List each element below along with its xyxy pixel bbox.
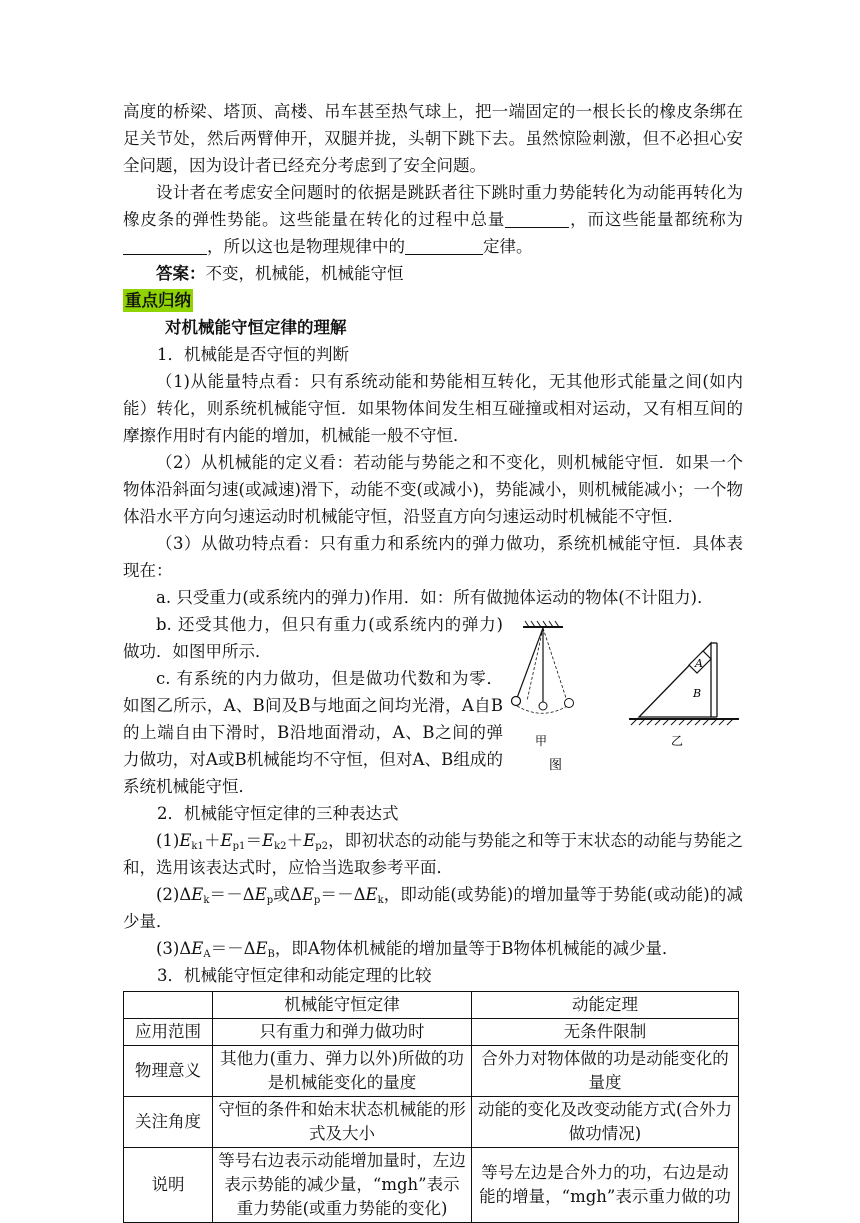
s2-formula-1: $(1)E_{k1}+E_{p1}=E_{k2}+E_{p2}$，即初状态的动能与势能之和等于末状态的动能与势能之和，选用该表达式时，应恰当选取参考平面． <box>123 831 744 877</box>
section-tag: 重点归纳 <box>125 291 191 310</box>
content <box>123 98 743 1223</box>
table-cell: 守恒的条件和始末状态机械能的形式及大小 <box>213 1097 472 1148</box>
table-cell: 等号左边是合外力的功，右边是动能的增量，“mgh”表示重力做的功 <box>472 1148 739 1223</box>
s2-title: 2．机械能守恒定律的三种表达式 <box>157 804 399 823</box>
s2-formula-2-text: ，即动能(或势能)的增加量等于势能(或动能)的减少量． <box>123 885 744 931</box>
s1-paragraph-1: （1)从能量特点看：只有系统动能和势能相互转化，无其他形式能量之间(如内能）转化，则系统机械能守恒．如果物体间发生相互碰撞或相对运动，又有相互间的摩擦作用时有内能的增加，机械能一般不守恒． <box>123 372 743 445</box>
intro-text-d: 定律。 <box>483 237 533 256</box>
table-row <box>124 1019 739 1046</box>
comparison-table <box>123 991 739 1223</box>
table-cell: 其他力(重力、弹力以外)所做的功是机械能变化的量度 <box>213 1046 472 1097</box>
answer-label: 答案： <box>156 264 206 283</box>
table-cell: 只有重力和弹力做功时 <box>213 1019 472 1046</box>
label-b: B <box>693 687 702 700</box>
caption-yi: 乙 <box>671 734 684 748</box>
table-row <box>124 1097 739 1148</box>
s1-title: 1．机械能是否守恒的判断 <box>157 345 349 364</box>
section-heading: 对机械能守恒定律的理解 <box>165 318 347 337</box>
answer-line <box>123 260 743 287</box>
intro-text-c: ，所以这也是物理规律中的 <box>207 237 405 256</box>
intro-text-b: ，而这些能量都统称为 <box>569 210 743 229</box>
s2-formula-3: $(3)\Delta E_A=-\Delta E_B$，即A物体机械能的增加量等于B物体机械能的减少量． <box>156 939 679 960</box>
intro-paragraph-2 <box>123 179 743 260</box>
table-header-cell: 机械能守恒定律 <box>213 992 472 1019</box>
fill-blank-2 <box>123 236 207 255</box>
table-cell: 动能的变化及改变动能方式(合外力做功情况) <box>472 1097 739 1148</box>
pendulum-incline-figure <box>511 613 741 773</box>
table-row <box>124 1046 739 1097</box>
s1-item-b: b. 还受其他力，但只有重力(或系统内的弹力)做功．如图甲所示． <box>123 615 503 661</box>
table-cell: 合外力对物体做的功是动能变化的量度 <box>472 1046 739 1097</box>
s2-formula-3-text: ，即A物体机械能的增加量等于B物体机械能的减少量． <box>274 939 679 958</box>
table-cell: 应用范围 <box>124 1019 213 1046</box>
table-cell: 物理意义 <box>124 1046 213 1097</box>
caption-jia: 甲 <box>535 734 548 748</box>
figure-block <box>123 611 743 800</box>
s1-paragraph-3: （3）从做功特点看：只有重力和系统内的弹力做功，系统机械能守恒．具体表现在： <box>123 534 743 580</box>
table-header-row <box>124 992 739 1019</box>
fill-blank-3 <box>405 236 483 255</box>
table-cell: 等号右边表示动能增加量时，左边表示势能的减少量，“mgh”表示重力势能(或重力势能的变化) <box>213 1148 472 1223</box>
s1-paragraph-2: （2）从机械能的定义看：若动能与势能之和不变化，则机械能守恒．如果一个物体沿斜面匀速(或减速)滑下，动能不变(或减小)，势能减小，则机械能减小；一个物体沿水平方向匀速运动时机械能守恒，沿竖直方向匀速运动时机械能不守恒． <box>123 453 743 526</box>
answer-text: 不变，机械能，机械能守恒 <box>205 264 404 283</box>
figure-caption: 图 <box>549 758 563 773</box>
s2-formula-2: $(2)\Delta E_k=-\Delta E_p$或$\Delta E_p=-\Delta E_k$，即动能(或势能)的增加量等于势能(或动能)的减少量． <box>123 885 744 931</box>
table-header-cell: 动能定理 <box>472 992 739 1019</box>
s1-item-a: a. 只受重力(或系统内的弹力)作用．如：所有做抛体运动的物体(不计阻力)． <box>156 588 714 607</box>
fill-blank-1 <box>505 209 569 228</box>
s2-formula-1-text: ，即初状态的动能与势能之和等于末状态的动能与势能之和，选用该表达式时，应恰当选取参考平面． <box>123 831 744 877</box>
pendulum-diagram <box>512 621 574 773</box>
s3-title: 3．机械能守恒定律和动能定理的比较 <box>157 966 432 985</box>
table-header-cell <box>124 992 213 1019</box>
section-tag-row <box>123 287 743 314</box>
table-cell: 说明 <box>124 1148 213 1223</box>
table-row <box>124 1148 739 1223</box>
s1-item-c: c. 有系统的内力做功，但是做功代数和为零．如图乙所示，A、B间及B与地面之间均光滑，A自B的上端自由下滑时，B沿地面滑动，A、B之间的弹力做功，对A或B机械能均不守恒，但对A、B组成的系统机械能守恒． <box>123 669 503 796</box>
table-cell: 无条件限制 <box>472 1019 739 1046</box>
label-a: A <box>695 657 703 670</box>
incline-diagram <box>629 643 739 748</box>
intro-paragraph-1: 高度的桥梁、塔顶、高楼、吊车甚至热气球上，把一端固定的一根长长的橡皮条绑在足关节处，然后两臂伸开，双腿并拢，头朝下跳下去。虽然惊险刺激，但不必担心安全问题，因为设计者已经充分考虑到了安全问题。 <box>123 102 743 175</box>
table-cell: 关注角度 <box>124 1097 213 1148</box>
intro-text-a: 设计者在考虑安全问题时的依据是跳跃者往下跳时重力势能转化为动能再转化为橡皮条的弹性势能。这些能量在转化的过程中总量 <box>123 183 743 229</box>
